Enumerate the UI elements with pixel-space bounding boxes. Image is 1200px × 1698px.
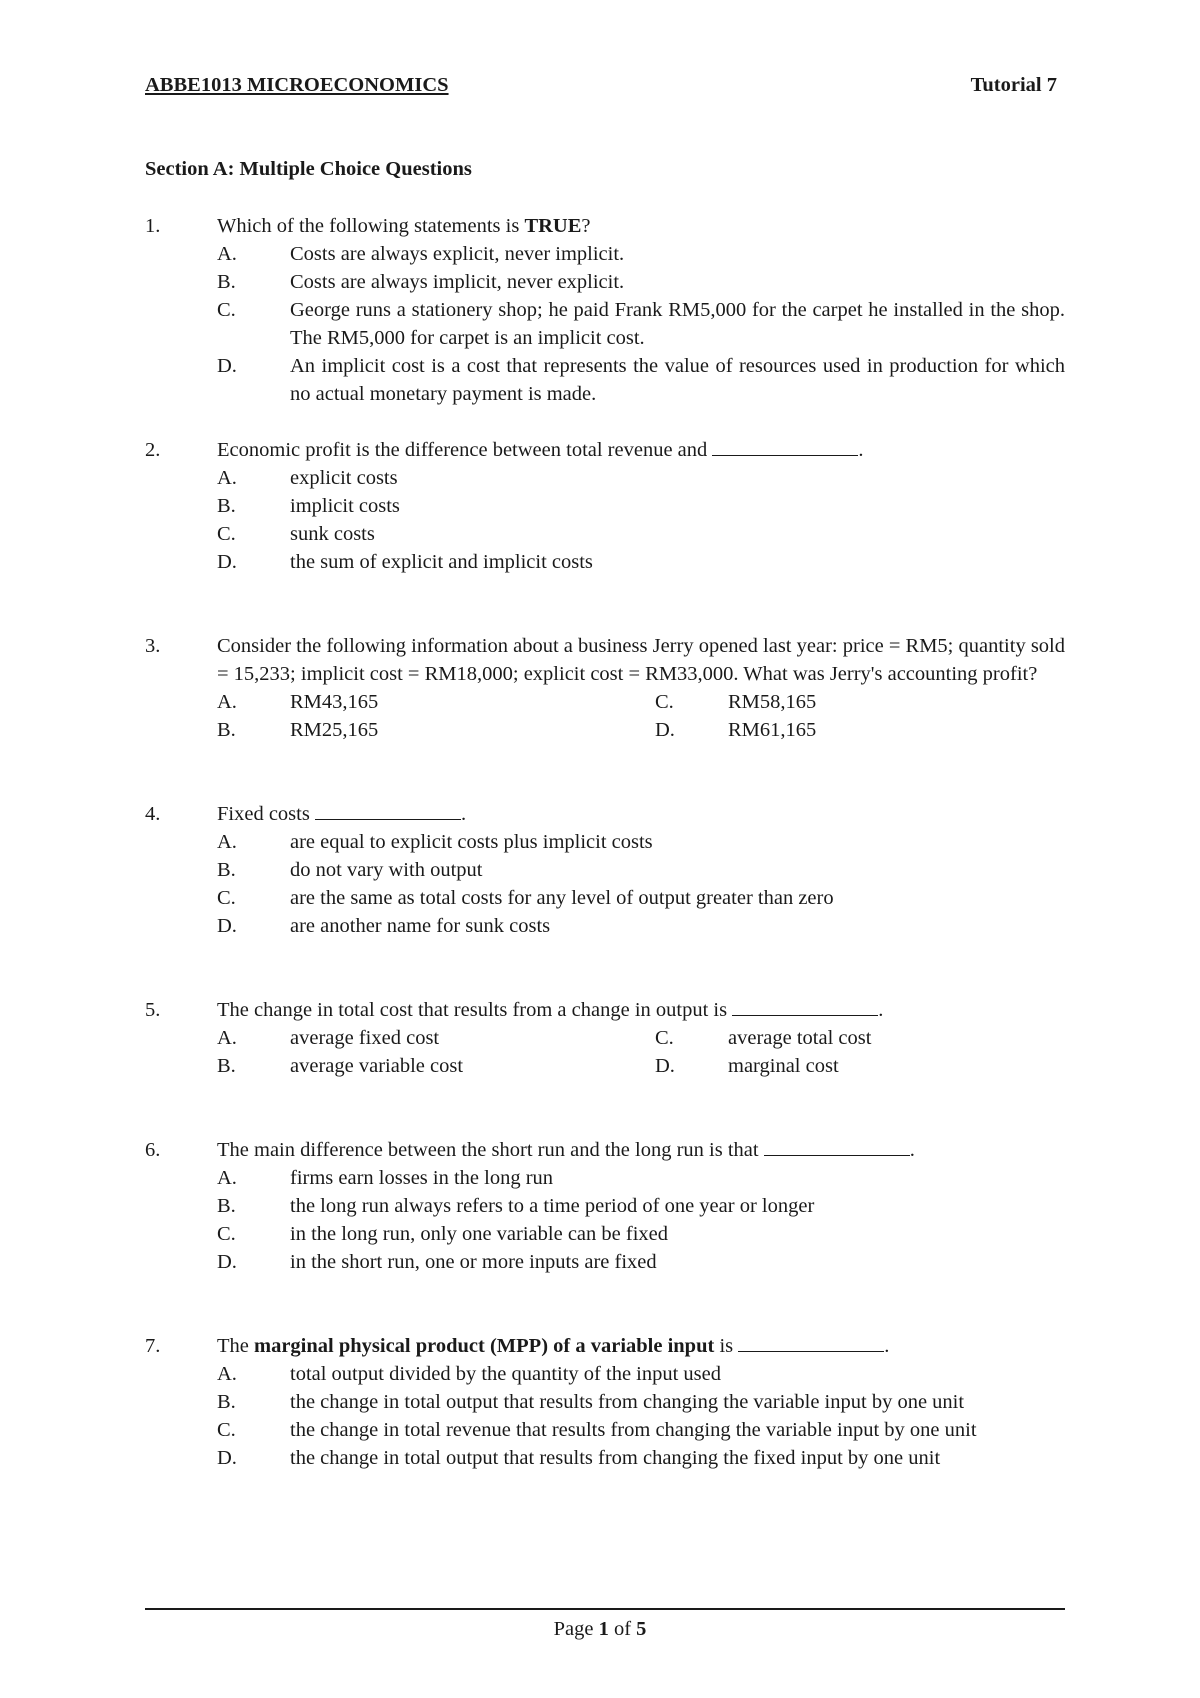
option-d: D. are another name for sunk costs bbox=[217, 915, 551, 937]
option-c: C. the change in total revenue that results from changing the variable input by one unit bbox=[217, 1419, 977, 1441]
question-6 bbox=[145, 1136, 1065, 1276]
question-list bbox=[145, 212, 1065, 1472]
option-d-letter: D. bbox=[655, 719, 675, 741]
question-number: 1. bbox=[145, 215, 161, 237]
option-c-text: RM58,165 bbox=[728, 691, 817, 713]
question-stem: The main difference between the short run and the long run is that . bbox=[217, 1139, 915, 1161]
option-a: A. are equal to explicit costs plus implicit costs bbox=[217, 831, 653, 853]
answer-blank bbox=[764, 1137, 910, 1156]
question-number: 2. bbox=[145, 439, 161, 461]
answer-blank bbox=[732, 997, 878, 1016]
option-d: D. in the short run, one or more inputs are fixed bbox=[217, 1251, 657, 1273]
option-b: B. do not vary with output bbox=[217, 859, 483, 881]
question-stem: Consider the following information about a business Jerry opened last year: price = RM5; quantity sold = 15,233; implicit cost = RM18,000; explicit cost = RM33,000. What was Jerry's accounting profit? bbox=[217, 635, 1065, 685]
option-c: C. sunk costs bbox=[217, 523, 375, 545]
option-b: B. the long run always refers to a time period of one year or longer bbox=[217, 1195, 815, 1217]
page-number: 1 bbox=[598, 1618, 609, 1640]
option-d-text: marginal cost bbox=[728, 1055, 839, 1077]
option-grid bbox=[145, 1024, 1065, 1080]
option-a-letter: A. bbox=[217, 691, 237, 713]
option-b: B. implicit costs bbox=[217, 495, 400, 517]
option-a-text: average fixed cost bbox=[290, 1027, 440, 1049]
option-d: D. the sum of explicit and implicit costs bbox=[217, 551, 593, 573]
option-b-letter: B. bbox=[217, 719, 236, 741]
question-number: 5. bbox=[145, 999, 161, 1021]
question-stem: The marginal physical product (MPP) of a variable input is . bbox=[217, 1335, 890, 1357]
footer-divider bbox=[145, 1608, 1065, 1610]
option-c: C. in the long run, only one variable can be fixed bbox=[217, 1223, 668, 1245]
question-number: 3. bbox=[145, 635, 161, 657]
option-d-text: RM61,165 bbox=[728, 719, 817, 741]
option-b: B. the change in total output that results from changing the variable input by one unit bbox=[217, 1391, 965, 1413]
page-word: Page bbox=[553, 1618, 599, 1640]
answer-blank bbox=[738, 1333, 884, 1352]
question-stem: Which of the following statements is TRUE? bbox=[217, 215, 591, 237]
option-grid bbox=[145, 688, 1065, 744]
question-stem: Economic profit is the difference between total revenue and . bbox=[217, 439, 864, 461]
option-c: C. are the same as total costs for any level of output greater than zero bbox=[217, 887, 834, 909]
option-b: B. Costs are always implicit, never explicit. bbox=[217, 271, 625, 293]
option-b-text: RM25,165 bbox=[290, 719, 379, 741]
option-c-text: average total cost bbox=[728, 1027, 872, 1049]
question-number: 4. bbox=[145, 803, 161, 825]
option-a: A. explicit costs bbox=[217, 467, 398, 489]
question-number: 7. bbox=[145, 1335, 161, 1357]
option-a: A. total output divided by the quantity of the input used bbox=[217, 1363, 722, 1385]
option-b-letter: B. bbox=[217, 1055, 236, 1077]
question-2 bbox=[145, 436, 1065, 576]
section-title: Section A: Multiple Choice Questions bbox=[145, 158, 472, 180]
tutorial-label: Tutorial 7 bbox=[970, 74, 1057, 96]
question-number: 6. bbox=[145, 1139, 161, 1161]
question-4 bbox=[145, 800, 1065, 940]
option-d: D. An implicit cost is a cost that represents the value of resources used in production for which no actual monetary payment is made. bbox=[217, 355, 1065, 405]
question-5 bbox=[145, 996, 1065, 1080]
answer-blank bbox=[315, 801, 461, 820]
option-c-letter: C. bbox=[655, 691, 674, 713]
course-title: ABBE1013 MICROECONOMICS bbox=[145, 74, 449, 96]
page-total: 5 bbox=[636, 1618, 647, 1640]
question-3 bbox=[145, 632, 1065, 744]
of-word: of bbox=[608, 1618, 637, 1640]
option-d: D. the change in total output that results from changing the fixed input by one unit bbox=[217, 1447, 941, 1469]
option-a: A. firms earn losses in the long run bbox=[217, 1167, 554, 1189]
option-d-letter: D. bbox=[655, 1055, 675, 1077]
question-7 bbox=[145, 1332, 1065, 1472]
question-1 bbox=[145, 212, 1065, 408]
option-c: C. George runs a stationery shop; he paid Frank RM5,000 for the carpet he installed in the shop. The RM5,000 for carpet is an implicit cost. bbox=[217, 299, 1065, 349]
option-a-letter: A. bbox=[217, 1027, 237, 1049]
option-b-text: average variable cost bbox=[290, 1055, 464, 1077]
answer-blank bbox=[712, 437, 858, 456]
question-stem: The change in total cost that results from a change in output is . bbox=[217, 999, 884, 1021]
question-stem: Fixed costs . bbox=[217, 803, 467, 825]
option-a: A. Costs are always explicit, never implicit. bbox=[217, 243, 625, 265]
option-c-letter: C. bbox=[655, 1027, 674, 1049]
option-a-text: RM43,165 bbox=[290, 691, 379, 713]
page-footer bbox=[0, 1618, 1200, 1641]
